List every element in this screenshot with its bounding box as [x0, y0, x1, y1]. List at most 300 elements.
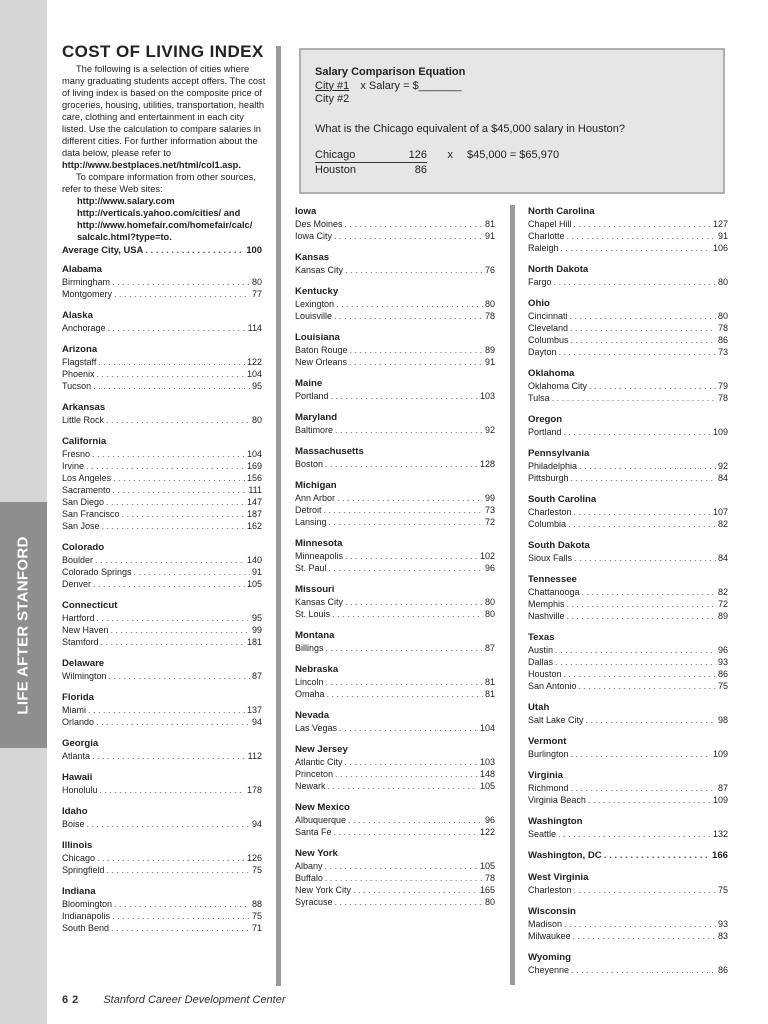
city-name: Lincoln [295, 677, 324, 687]
leader-dots [96, 716, 250, 728]
city-name: Boston [295, 459, 324, 469]
equation-salary: x Salary = $_______ [360, 79, 462, 92]
state-heading: Colorado [62, 542, 105, 553]
city-row [295, 860, 495, 872]
city-row [528, 964, 728, 976]
leader-dots [336, 298, 483, 310]
state-heading: Iowa [295, 206, 317, 217]
city-index-value: 102 [479, 551, 495, 561]
leader-dots [345, 264, 483, 276]
leader-dots [589, 380, 716, 392]
city-row [295, 722, 495, 734]
city-row [62, 750, 262, 762]
city-row [528, 598, 728, 610]
city-index-value: 87 [717, 783, 728, 793]
state-heading: Maryland [295, 412, 338, 423]
state-heading: Utah [528, 702, 550, 713]
city-index-value: 169 [246, 461, 262, 471]
city-name: Atlanta [62, 751, 91, 761]
city-row [295, 390, 495, 402]
leader-dots [588, 794, 711, 806]
average-city-row [62, 244, 262, 256]
homefair-link[interactable]: http://www.homefair.com/homefair/calc/ [77, 220, 253, 230]
city-row [528, 668, 728, 680]
leader-dots [345, 550, 478, 562]
city-name: Las Vegas [295, 723, 338, 733]
city-index-value: 92 [484, 425, 495, 435]
city-index-value: 122 [246, 357, 262, 367]
city-row [528, 346, 728, 358]
city-index-value: 166 [711, 850, 728, 861]
leader-dots [329, 562, 483, 574]
city-name: Albany [295, 861, 323, 871]
city-name: Little Rock [62, 415, 105, 425]
average-city-label: Average City, USA [62, 244, 144, 255]
leader-dots [571, 472, 716, 484]
homefair-link-cont[interactable]: salcalc.html?type=to. [77, 232, 172, 242]
leader-dots [325, 458, 478, 470]
example-city-top: Chicago [315, 148, 399, 163]
city-row [295, 884, 495, 896]
leader-dots [586, 714, 716, 726]
city-row [295, 756, 495, 768]
city-row [528, 334, 728, 346]
leader-dots [582, 586, 716, 598]
city-index-value: 114 [247, 323, 262, 333]
city-index-value: 109 [712, 427, 728, 437]
leader-dots [571, 334, 716, 346]
city-row [62, 520, 262, 532]
section-tab-label: LIFE AFTER STANFORD [15, 535, 32, 715]
leader-dots [558, 828, 711, 840]
state-heading: Tennessee [528, 574, 577, 585]
state-heading: Missouri [295, 584, 335, 595]
city-row [528, 748, 728, 760]
leader-dots [334, 826, 478, 838]
leader-dots [92, 448, 245, 460]
city-index-value: 95 [251, 613, 262, 623]
leader-dots [567, 598, 716, 610]
city-row [528, 276, 728, 288]
city-row [528, 828, 728, 840]
salary-equation-box [299, 48, 725, 194]
leader-dots [561, 242, 711, 254]
city-index-value: 80 [717, 311, 728, 321]
leader-dots [325, 872, 483, 884]
bestplaces-link[interactable]: http://www.bestplaces.net/html/col1.asp. [62, 160, 241, 170]
city-row [295, 516, 495, 528]
city-index-value: 78 [717, 393, 728, 403]
city-row [62, 496, 262, 508]
city-name: Billings [295, 643, 324, 653]
city-name: Cheyenne [528, 965, 570, 975]
leader-dots [571, 748, 711, 760]
equation-example [315, 148, 709, 177]
city-index-value: 88 [251, 899, 262, 909]
city-name: Tucson [62, 381, 92, 391]
leader-dots [559, 346, 716, 358]
city-index-value: 72 [717, 599, 728, 609]
city-index-value: 95 [251, 381, 262, 391]
city-index-value: 148 [479, 769, 495, 779]
city-row [528, 680, 728, 692]
city-name: Buffalo [295, 873, 323, 883]
city-name: Atlantic City [295, 757, 343, 767]
city-name: Bloomington [62, 899, 113, 909]
city-name: Phoenix [62, 369, 95, 379]
city-index-value: 96 [484, 815, 495, 825]
city-name: Iowa City [295, 231, 333, 241]
city-name: Baton Rouge [295, 345, 348, 355]
city-name: Detroit [295, 505, 322, 515]
leader-dots [88, 704, 245, 716]
city-row [62, 356, 262, 368]
city-row [295, 504, 495, 516]
example-index-bottom: 86 [414, 164, 427, 176]
city-index-value: 75 [717, 681, 728, 691]
leader-dots [326, 642, 483, 654]
leader-dots [604, 850, 710, 862]
city-index-value: 91 [484, 231, 495, 241]
city-index-value: 75 [717, 885, 728, 895]
city-index-value: 81 [484, 219, 495, 229]
city-index-value: 187 [246, 509, 262, 519]
city-index-value: 75 [251, 911, 262, 921]
city-row [295, 550, 495, 562]
leader-dots [571, 782, 716, 794]
leader-dots [97, 612, 250, 624]
city-index-value: 94 [251, 819, 262, 829]
city-name: Charlotte [528, 231, 565, 241]
city-row [528, 310, 728, 322]
city-name: Houston [528, 669, 562, 679]
city-index-value: 89 [484, 345, 495, 355]
state-heading: California [62, 436, 107, 447]
city-index-value: 107 [712, 507, 728, 517]
city-index-value: 103 [479, 391, 495, 401]
leader-dots [552, 392, 716, 404]
state-heading: Massachusetts [295, 446, 364, 457]
city-row [295, 344, 495, 356]
column-divider [276, 46, 281, 986]
leader-dots [579, 680, 716, 692]
leader-dots [570, 310, 716, 322]
column-divider [510, 205, 515, 985]
city-row [295, 492, 495, 504]
city-name: Denver [62, 579, 92, 589]
city-name: San Antonio [528, 681, 577, 691]
city-index-value: 86 [717, 965, 728, 975]
city-row [528, 322, 728, 334]
city-name: Chapel Hill [528, 219, 572, 229]
city-index-value: 112 [247, 751, 262, 761]
city-index-value: 91 [484, 357, 495, 367]
leader-dots [329, 516, 483, 528]
city-row [62, 864, 262, 876]
city-index-value: 94 [251, 717, 262, 727]
city-name: Minneapolis [295, 551, 344, 561]
city-name: Sioux Falls [528, 553, 573, 563]
city-name: Baltimore [295, 425, 334, 435]
city-row [62, 910, 262, 922]
city-name: Fresno [62, 449, 91, 459]
city-index-value: 98 [717, 715, 728, 725]
state-heading: Arkansas [62, 402, 106, 413]
city-row [528, 918, 728, 930]
city-name: Syracuse [295, 897, 333, 907]
leader-dots [109, 670, 250, 682]
city-row [62, 368, 262, 380]
city-name: Irvine [62, 461, 85, 471]
city-row [295, 896, 495, 908]
city-index-value: 80 [484, 609, 495, 619]
state-heading: Kansas [295, 252, 330, 263]
city-name: Pittsburgh [528, 473, 569, 483]
city-index-value: 105 [479, 781, 495, 791]
city-index-value: 105 [246, 579, 262, 589]
leader-dots [345, 756, 478, 768]
city-name: Cincinnati [528, 311, 568, 321]
city-name: Memphis [528, 599, 565, 609]
city-index-value: 76 [484, 265, 495, 275]
city-name: Springfield [62, 865, 105, 875]
city-name: Stamford [62, 637, 99, 647]
city-index-value: 106 [712, 243, 728, 253]
city-index-value: 103 [479, 757, 495, 767]
city-index-value: 126 [246, 853, 262, 863]
city-index-value: 75 [251, 865, 262, 875]
state-heading: Connecticut [62, 600, 118, 611]
city-index-value: 81 [484, 689, 495, 699]
city-name: Virginia Beach [528, 795, 586, 805]
city-row [62, 288, 262, 300]
city-index-value: 127 [712, 219, 728, 229]
city-name: Salt Lake City [528, 715, 584, 725]
city-row [528, 714, 728, 726]
leader-dots [564, 668, 716, 680]
city-name: Orlando [62, 717, 95, 727]
leader-dots [114, 288, 250, 300]
city-row [62, 612, 262, 624]
city-name: Sacramento [62, 485, 111, 495]
leader-dots [101, 636, 245, 648]
city-index-value: 105 [479, 861, 495, 871]
leader-dots [571, 964, 716, 976]
city-index-value: 79 [717, 381, 728, 391]
state-heading: Hawaii [62, 772, 93, 783]
leader-dots [113, 472, 245, 484]
city-name: Birmingham [62, 277, 111, 287]
city-name: Fargo [528, 277, 552, 287]
city-index-value: 147 [246, 497, 262, 507]
city-row [62, 472, 262, 484]
equation-city2: City #2 [315, 93, 350, 105]
city-index-value: 91 [717, 231, 728, 241]
city-name: Dallas [528, 657, 554, 667]
city-name: Newark [295, 781, 326, 791]
city-name: Richmond [528, 783, 569, 793]
state-heading: Maine [295, 378, 323, 389]
city-row [62, 818, 262, 830]
city-name: Kansas City [295, 265, 344, 275]
city-name: Philadelphia [528, 461, 578, 471]
leader-dots [334, 230, 483, 242]
leader-dots [345, 596, 483, 608]
city-index-value: 128 [479, 459, 495, 469]
city-name: Burlington [528, 749, 569, 759]
city-name: Boise [62, 819, 85, 829]
state-heading: New Mexico [295, 802, 350, 813]
leader-dots [574, 506, 711, 518]
city-row [528, 242, 728, 254]
leader-dots [335, 896, 483, 908]
leader-dots [97, 368, 245, 380]
city-row [295, 872, 495, 884]
leader-dots [337, 492, 483, 504]
state-heading: Wyoming [528, 952, 571, 963]
city-name: Santa Fe [295, 827, 332, 837]
city-row [295, 676, 495, 688]
intro-paragraph: The following is a selection of cities where many graduating students accept offers. The cost of living index is based on the composite price of groceries, housing, utilities, transportation, health care, clothing and entertainment in each city listed. Use the calculation to compare salaries in different cities. For further information about the data below, please refer to [62, 64, 266, 158]
city-index-value: 89 [717, 611, 728, 621]
leader-dots [328, 780, 478, 792]
city-index-value: 104 [246, 449, 262, 459]
city-name: Seattle [528, 829, 557, 839]
city-name: Louisville [295, 311, 333, 321]
city-index-value: 82 [717, 587, 728, 597]
city-name: South Bend [62, 923, 110, 933]
city-index-value: 71 [251, 923, 262, 933]
city-index-value: 178 [246, 785, 262, 795]
state-heading: Louisiana [295, 332, 340, 343]
leader-dots [345, 218, 483, 230]
equation-city1: City #1 [315, 79, 350, 92]
city-name: Raleigh [528, 243, 559, 253]
city-name: Columbia [528, 519, 567, 529]
city-index-value: 104 [246, 369, 262, 379]
city-row [528, 460, 728, 472]
city-name: Los Angeles [62, 473, 112, 483]
city-index-value: 122 [479, 827, 495, 837]
page-number: 62 [62, 994, 83, 1006]
city-index-value: 156 [246, 473, 262, 483]
city-row [528, 380, 728, 392]
leader-dots [87, 818, 250, 830]
state-heading: Montana [295, 630, 335, 641]
leader-dots [93, 578, 245, 590]
leader-dots [573, 930, 716, 942]
index-column-1 [62, 244, 262, 934]
salary-link[interactable]: http://www.salary.com [77, 196, 175, 206]
city-index-value: 132 [712, 829, 728, 839]
city-name: Anchorage [62, 323, 106, 333]
city-index-value: 80 [484, 897, 495, 907]
leader-dots [111, 922, 250, 934]
city-index-value: 99 [484, 493, 495, 503]
city-row [528, 782, 728, 794]
city-name: Nashville [528, 611, 565, 621]
city-row [528, 586, 728, 598]
leader-dots [112, 276, 250, 288]
city-name: Milwaukee [528, 931, 571, 941]
state-heading: Wisconsin [528, 906, 576, 917]
intro-paragraph-2: To compare information from other sources, refer to these Web sites: [62, 172, 256, 194]
city-index-value: 165 [479, 885, 495, 895]
leader-dots [335, 424, 483, 436]
city-index-value: 81 [484, 677, 495, 687]
city-name: Charleston [528, 507, 572, 517]
city-index-value: 96 [484, 563, 495, 573]
city-index-value: 80 [717, 277, 728, 287]
state-heading: Alaska [62, 310, 93, 321]
leader-dots [86, 460, 245, 472]
state-heading: Kentucky [295, 286, 339, 297]
city-row [62, 276, 262, 288]
city-name: Madison [528, 919, 563, 929]
city-row [62, 704, 262, 716]
city-name: San Francisco [62, 509, 120, 519]
city-row [62, 852, 262, 864]
leader-dots [555, 656, 716, 668]
city-name: Flagstaff [62, 357, 97, 367]
state-heading: Nebraska [295, 664, 339, 675]
city-row [62, 380, 262, 392]
city-index-value: 80 [484, 299, 495, 309]
city-name: San Diego [62, 497, 105, 507]
leader-dots [555, 644, 716, 656]
city-index-value: 91 [251, 567, 262, 577]
city-name: New York City [295, 885, 352, 895]
city-index-value: 99 [251, 625, 262, 635]
city-name: Chattanooga [528, 587, 580, 597]
city-index-value: 96 [717, 645, 728, 655]
city-index-value: 181 [246, 637, 262, 647]
leader-dots [111, 624, 250, 636]
city-row [528, 850, 728, 862]
city-row [295, 356, 495, 368]
leader-dots [107, 864, 250, 876]
state-heading: New York [295, 848, 338, 859]
example-result: $45,000 = $65,970 [467, 149, 560, 161]
city-row [62, 448, 262, 460]
leader-dots [334, 310, 483, 322]
city-index-value: 93 [717, 919, 728, 929]
city-row [295, 608, 495, 620]
state-heading: Indiana [62, 886, 96, 897]
state-heading: Texas [528, 632, 555, 643]
leader-dots [98, 356, 245, 368]
state-heading: Arizona [62, 344, 98, 355]
leader-dots [339, 722, 478, 734]
city-index-value: 87 [251, 671, 262, 681]
state-heading: New Jersey [295, 744, 348, 755]
equation-line [315, 80, 709, 94]
leader-dots [348, 814, 483, 826]
city-row [295, 826, 495, 838]
city-name: Lansing [295, 517, 327, 527]
leader-dots [326, 676, 483, 688]
leader-dots [102, 520, 245, 532]
city-name: Dayton [528, 347, 557, 357]
city-index-value: 104 [479, 723, 495, 733]
city-name: Oklahoma City [528, 381, 588, 391]
section-tab [0, 502, 47, 748]
city-row [528, 610, 728, 622]
yahoo-cities-link[interactable]: http://verticals.yahoo.com/cities/ and [77, 208, 241, 218]
page-title: COST OF LIVING INDEX [62, 42, 264, 61]
city-row [295, 230, 495, 242]
leader-dots [92, 750, 246, 762]
